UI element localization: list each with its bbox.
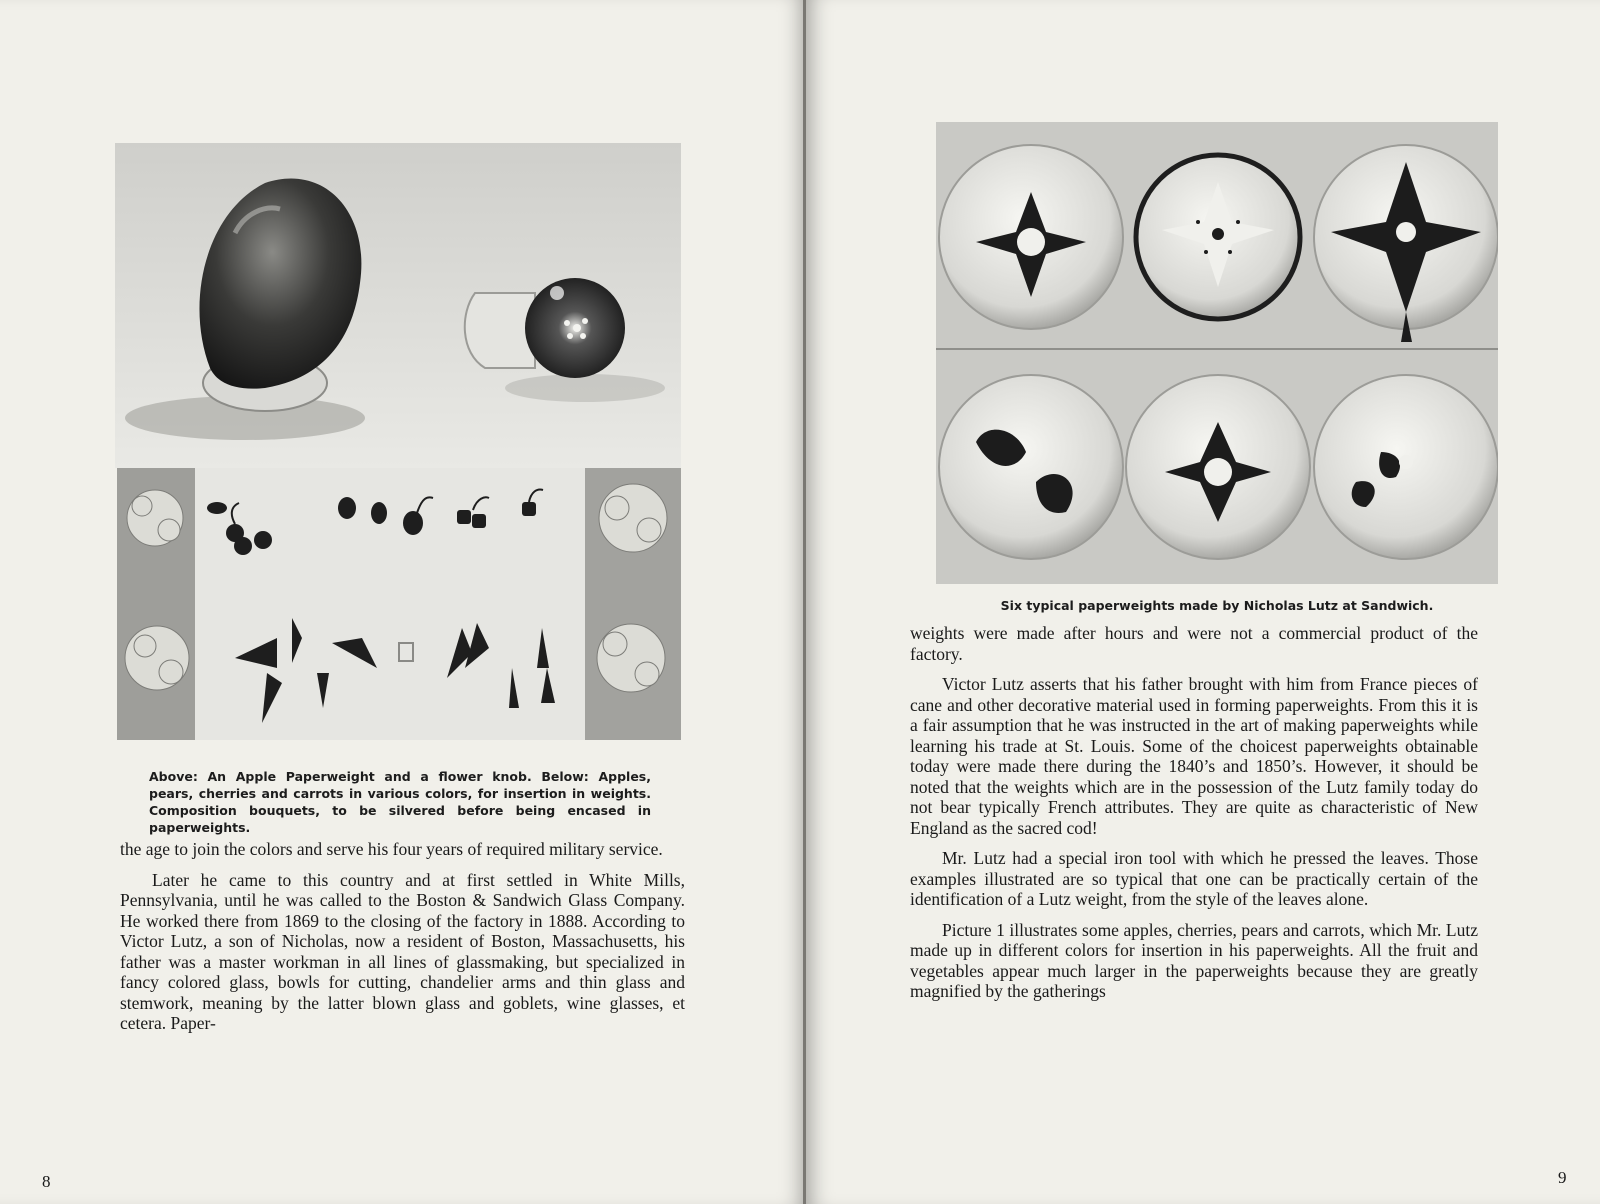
right-body-text: [910, 623, 1478, 1012]
right-paragraph-4: Picture 1 illustrates some apples, cherries, pears and carrots, which Mr. Lutz made up in different colors for insertion in his paperweights. All the fruit and vegetables appear much larger in the paperweights because they are greatly magnified by the gatherings: [910, 919, 1478, 1001]
left-paragraph-1: the age to join the colors and serve his four years of required military service.: [120, 839, 663, 859]
right-page-number: 9: [1558, 1168, 1567, 1187]
right-paragraph-3: Mr. Lutz had a special iron tool with which he pressed the leaves. Those examples illustrated are so typical that one can be practically certain of the identification of a Lutz weight, from the style of the leaves alone.: [910, 848, 1478, 909]
fruit-and-bouquets-photo: [117, 468, 681, 740]
apple-paperweight-photo: [115, 143, 681, 468]
right-page: [806, 0, 1600, 1204]
left-page-number: 8: [42, 1172, 51, 1191]
left-photo-caption: Above: An Apple Paperweight and a flower knob. Below: Apples, pears, cherries and carrots in various colors, for insertion in weights. Composition bouquets, to be silvered before being encased in paperweights.: [149, 769, 651, 835]
right-photo-caption: Six typical paperweights made by Nicholas Lutz at Sandwich.: [1000, 598, 1434, 613]
right-paragraph-1: weights were made after hours and were not a commercial product of the factory.: [910, 623, 1478, 664]
left-body-text: [120, 839, 685, 1044]
left-paragraph-2: Later he came to this country and at first settled in White Mills, Pennsylvania, until he was called to the Boston & Sandwich Glass Company. He worked there from 1869 to the closing of the factory in 1888. According to Victor Lutz, a son of Nicholas, now a resident of Boston, Massachusetts, his father was a master workman in all lines of glassmaking, but specialized in fancy colored glass, bowls for cutting, chandelier arms and thin glass and stemwork, meaning by the latter blown glass and goblets, wine glasses, et cetera. Paper-: [120, 869, 685, 1033]
right-paragraph-2: Victor Lutz asserts that his father brought with him from France pieces of cane and other decorative material used in forming paperweights. From this it is a fair assumption that he was instructed in the art of making paperweights while learning his trade at St. Louis. Some of the choicest paperweights obtainable today were made there during the 1840’s and 1850’s. However, it should be noted that the weights which are in the possession of the Lutz family today do not bear typically French attributes. They are quite as characteristic of New England as the sacred cod!: [910, 674, 1478, 838]
six-paperweights-photo: [936, 122, 1498, 584]
